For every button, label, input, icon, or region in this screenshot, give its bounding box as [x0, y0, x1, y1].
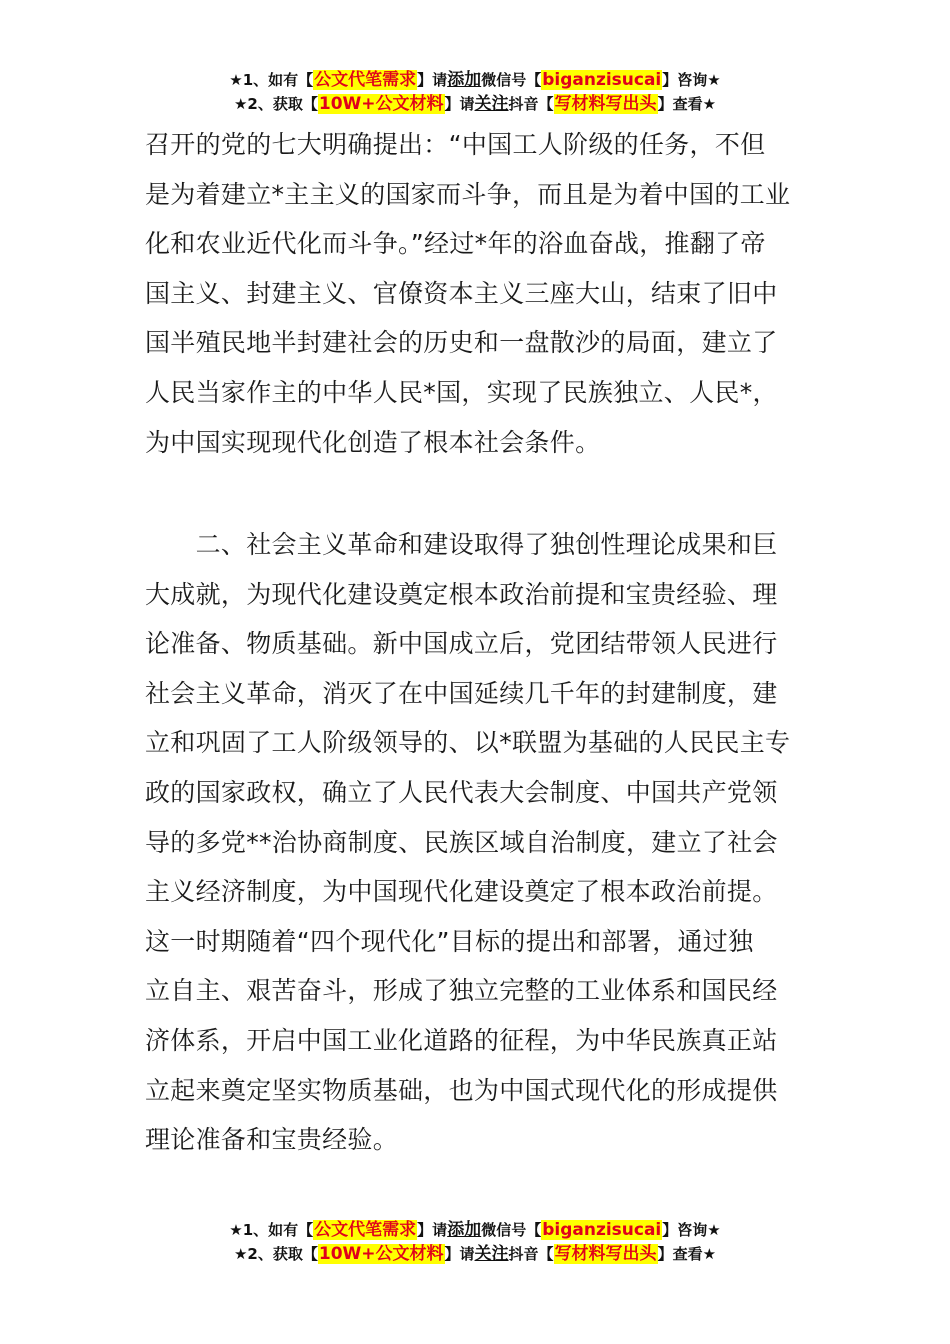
banner-line-2 — [0, 92, 950, 116]
banner-underline: 添加 — [447, 1220, 482, 1240]
banner-underline: 关注 — [474, 94, 509, 114]
text-line: 立起来奠定坚实物质基础，也为中国式现代化的形成提供 — [145, 1075, 778, 1105]
banner-highlight: biganzisucai — [542, 1220, 662, 1240]
text-line: 为中国实现现代化创造了根本社会条件。 — [145, 427, 601, 457]
text-line: 国半殖民地半封建社会的历史和一盘散沙的局面，建立了 — [145, 328, 778, 358]
text-line: 是为着建立*主主义的国家而斗争，而且是为着中国的工业 — [145, 179, 791, 209]
banner-line-1 — [0, 68, 950, 92]
banner-highlight: 写材料写出头 — [554, 1244, 657, 1264]
text-line: 论准备、物质基础。新中国成立后，党团结带领人民进行 — [145, 629, 778, 659]
banner-text: 】请 — [444, 1245, 475, 1263]
banner-underline: 添加 — [447, 70, 482, 90]
banner-highlight: 公文代笔需求 — [314, 1220, 417, 1240]
text-line: 政的国家政权，确立了人民代表大会制度、中国共产党领 — [145, 777, 778, 807]
paragraph-2 — [145, 520, 810, 1165]
banner-text: ★1、如有【 — [229, 71, 314, 89]
text-line: 这一时期随着“四个现代化”目标的提出和部署，通过独 — [145, 926, 754, 956]
header-banner — [0, 68, 950, 116]
banner-highlight: 10W+公文材料 — [318, 1244, 444, 1264]
banner-text: ★2、获取【 — [233, 1245, 318, 1263]
text-line: 理论准备和宝贵经验。 — [145, 1125, 399, 1155]
banner-text: 微信号【 — [481, 71, 542, 89]
banner-line-2 — [0, 1242, 950, 1266]
banner-text: 】请 — [444, 95, 475, 113]
text-line: 社会主义革命，消灭了在中国延续几千年的封建制度，建 — [145, 678, 778, 708]
banner-highlight: 写材料写出头 — [554, 94, 657, 114]
banner-underline: 关注 — [474, 1244, 509, 1264]
text-line: 济体系，开启中国工业化道路的征程，为中华民族真正站 — [145, 1025, 778, 1055]
banner-text: 】查看★ — [657, 1245, 717, 1263]
text-line: 化和农业近代化而斗争。”经过*年的浴血奋战，推翻了帝 — [145, 229, 766, 259]
banner-text: ★1、如有【 — [229, 1221, 314, 1239]
banner-text: 抖音【 — [508, 95, 554, 113]
text-line: 召开的党的七大明确提出：“中国工人阶级的任务，不但 — [145, 130, 766, 159]
banner-text: ★2、获取【 — [233, 95, 318, 113]
text-line: 国主义、封建主义、官僚资本主义三座大山，结束了旧中 — [145, 278, 778, 308]
text-line: 主义经济制度，为中国现代化建设奠定了根本政治前提。 — [145, 877, 778, 907]
banner-highlight: 公文代笔需求 — [314, 70, 417, 90]
text-line: 立自主、艰苦奋斗，形成了独立完整的工业体系和国民经 — [145, 976, 778, 1006]
banner-text: 】请 — [417, 71, 448, 89]
text-line: 立和巩固了工人阶级领导的、以*联盟为基础的人民民主专 — [145, 728, 791, 758]
banner-text: 】请 — [417, 1221, 448, 1239]
banner-text: 】咨询★ — [662, 1221, 721, 1239]
text-line: 二、社会主义革命和建设取得了独创性理论成果和巨 — [145, 530, 778, 559]
text-line: 大成就，为现代化建设奠定根本政治前提和宝贵经验、理 — [145, 579, 778, 609]
banner-highlight: biganzisucai — [542, 70, 662, 90]
text-line: 人民当家作主的中华人民*国，实现了民族独立、人民*， — [145, 377, 778, 407]
banner-highlight: 10W+公文材料 — [318, 94, 444, 114]
banner-line-1 — [0, 1218, 950, 1242]
banner-text: 】查看★ — [657, 95, 717, 113]
banner-text: 】咨询★ — [662, 71, 721, 89]
banner-text: 抖音【 — [508, 1245, 554, 1263]
banner-text: 微信号【 — [481, 1221, 542, 1239]
paragraph-1 — [145, 120, 810, 467]
text-line: 导的多党**治协商制度、民族区域自治制度，建立了社会 — [145, 827, 778, 857]
footer-banner — [0, 1218, 950, 1266]
